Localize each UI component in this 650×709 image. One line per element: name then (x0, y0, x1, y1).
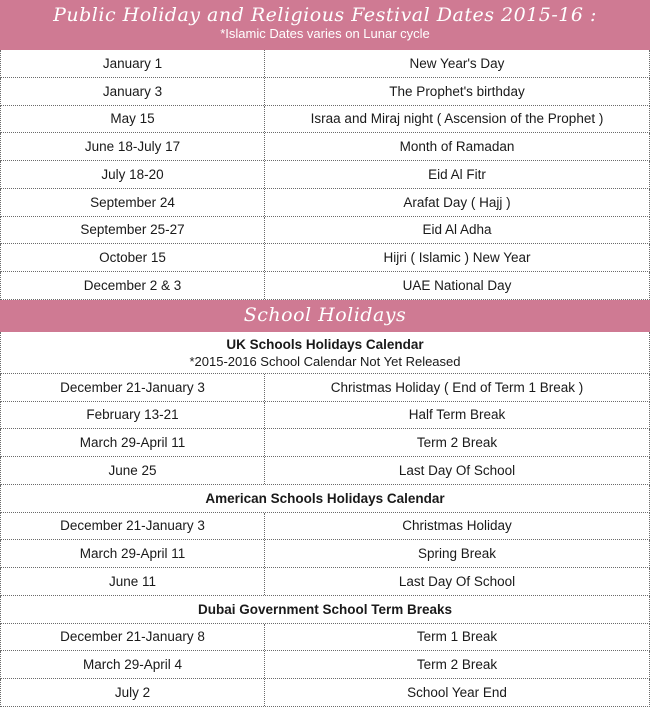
date-cell: December 21-January 8 (1, 624, 265, 651)
date-cell: December 21-January 3 (1, 374, 265, 401)
date-cell: January 1 (1, 50, 265, 77)
date-cell: September 25-27 (1, 217, 265, 244)
islamic-dates-note: *Islamic Dates varies on Lunar cycle (220, 26, 430, 41)
date-cell: December 21-January 3 (1, 513, 265, 540)
date-cell: March 29-April 4 (1, 651, 265, 678)
dubai-school-heading: Dubai Government School Term Breaks (0, 596, 650, 624)
event-cell: School Year End (407, 684, 507, 700)
event-cell: Spring Break (417, 546, 497, 562)
uk-schools-heading (0, 332, 650, 374)
event-cell: Month of Ramadan (399, 139, 515, 155)
date-cell: June 18-July 17 (1, 133, 265, 160)
table-row (0, 402, 650, 430)
date-cell: July 18-20 (1, 161, 265, 188)
uk-calendar-note: *2015-2016 School Calendar Not Yet Released (189, 353, 461, 369)
table-row (0, 189, 650, 217)
event-cell: Eid Al Adha (422, 222, 492, 238)
date-cell: September 24 (1, 189, 265, 216)
date-cell: June 11 (1, 568, 265, 595)
table-row (0, 78, 650, 106)
table-row (0, 244, 650, 272)
school-holidays-header (0, 300, 650, 332)
event-cell: Christmas Holiday (402, 518, 512, 534)
holidays-header (0, 0, 650, 50)
school-holidays-title: School Holidays (243, 303, 407, 326)
date-cell: May 15 (1, 106, 265, 133)
event-cell: The Prophet's birthday (389, 83, 525, 99)
american-schools-heading: American Schools Holidays Calendar (0, 485, 650, 513)
table-row (0, 106, 650, 134)
event-cell: New Year's Day (409, 55, 505, 71)
table-row (0, 374, 650, 402)
table-row (0, 429, 650, 457)
table-row (0, 272, 650, 300)
event-cell: UAE National Day (402, 277, 512, 293)
event-cell: Last Day Of School (398, 573, 516, 589)
uk-schools-title: UK Schools Holidays Calendar (226, 336, 424, 352)
date-cell: March 29-April 11 (1, 429, 265, 456)
table-row (0, 513, 650, 541)
holidays-table (0, 50, 650, 300)
table-row (0, 568, 650, 596)
table-row (0, 457, 650, 485)
event-cell: Christmas Holiday ( End of Term 1 Break ) (330, 379, 584, 395)
event-cell: Term 2 Break (416, 657, 498, 673)
table-row (0, 540, 650, 568)
event-cell: Term 2 Break (416, 435, 498, 451)
table-row (0, 651, 650, 679)
event-cell: Last Day Of School (398, 462, 516, 478)
table-row (0, 133, 650, 161)
table-row (0, 161, 650, 189)
date-cell: July 2 (1, 679, 265, 706)
date-cell: January 3 (1, 78, 265, 105)
event-cell: Term 1 Break (416, 629, 498, 645)
date-cell: June 25 (1, 457, 265, 484)
event-cell: Arafat Day ( Hajj ) (403, 194, 511, 210)
date-cell: October 15 (1, 244, 265, 271)
date-cell: February 13-21 (1, 402, 265, 429)
date-cell: March 29-April 11 (1, 540, 265, 567)
table-row (0, 679, 650, 707)
event-cell: Israa and Miraj night ( Ascension of the Prophet ) (310, 111, 604, 127)
holidays-title: Public Holiday and Religious Festival Dates 2015-16 : (53, 4, 597, 26)
event-cell: Half Term Break (408, 407, 506, 423)
table-row (0, 50, 650, 78)
event-cell: Eid Al Fitr (428, 166, 486, 182)
event-cell: Hijri ( Islamic ) New Year (383, 250, 531, 266)
date-cell: December 2 & 3 (1, 272, 265, 299)
table-row (0, 217, 650, 245)
table-row (0, 624, 650, 652)
